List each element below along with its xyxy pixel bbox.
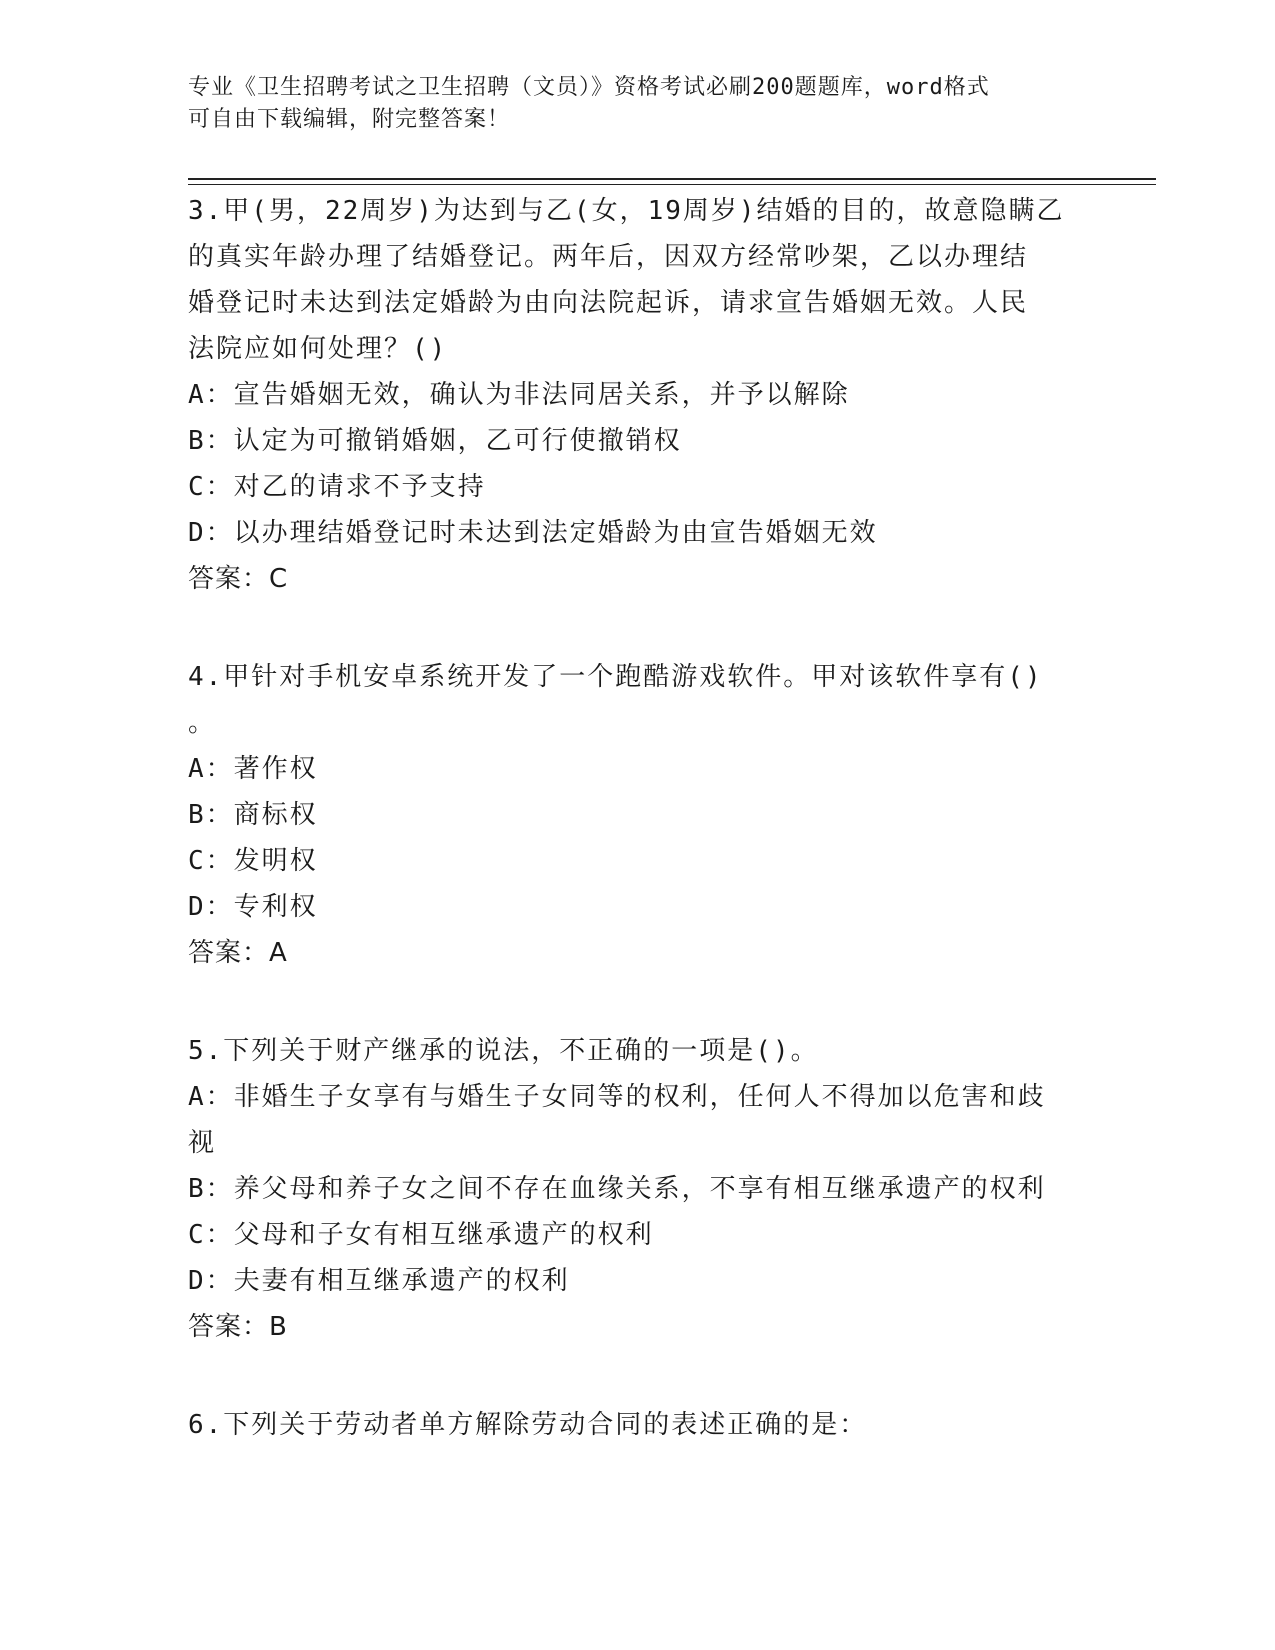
question-text: 6.下列关于劳动者单方解除劳动合同的表述正确的是： [188,1410,868,1440]
option-c: C：发明权 [188,846,318,876]
answer-line: 答案：C [188,564,289,594]
question-spacer [188,976,1088,1028]
document-header [188,72,1068,136]
header-line: 专业《卫生招聘考试之卫生招聘（文员）》资格考试必刷200题题库，word格式 [188,75,990,100]
option-d: D：专利权 [188,892,318,922]
question-6 [188,1402,1088,1448]
header-divider-thick [188,178,1156,180]
option-b: B：养父母和养子女之间不存在血缘关系，不享有相互继承遗产的权利 [188,1174,1046,1204]
question-text: 3.甲(男，22周岁)为达到与乙(女，19周岁)结婚的目的，故意隐瞒乙 [188,196,1065,226]
question-5 [188,1028,1088,1350]
question-text: 。 [188,708,217,738]
option-a: A：著作权 [188,754,318,784]
question-list [188,188,1088,1448]
question-text: 婚登记时未达到法定婚龄为由向法院起诉，请求宣告婚姻无效。人民 [188,288,1029,318]
option-a: A：宣告婚姻无效，确认为非法同居关系，并予以解除 [188,380,850,410]
option-d: D：以办理结婚登记时未达到法定婚龄为由宣告婚姻无效 [188,518,878,548]
question-text: 的真实年龄办理了结婚登记。两年后，因双方经常吵架，乙以办理结 [188,242,1029,272]
option-a-continued: 视 [188,1128,217,1158]
question-text: 5.下列关于财产继承的说法，不正确的一项是()。 [188,1036,819,1066]
question-4 [188,654,1088,976]
question-text: 法院应如何处理？() [188,334,448,364]
answer-line: 答案：B [188,1312,288,1342]
question-spacer [188,602,1088,654]
header-line: 可自由下载编辑，附完整答案！ [188,107,511,132]
question-spacer [188,1350,1088,1402]
option-b: B：认定为可撤销婚姻，乙可行使撤销权 [188,426,682,456]
option-c: C：对乙的请求不予支持 [188,472,486,502]
option-a: A：非婚生子女享有与婚生子女同等的权利，任何人不得加以危害和歧 [188,1082,1046,1112]
option-b: B：商标权 [188,800,318,830]
option-c: C：父母和子女有相互继承遗产的权利 [188,1220,654,1250]
answer-line: 答案：A [188,938,288,968]
option-d: D：夫妻有相互继承遗产的权利 [188,1266,570,1296]
question-text: 4.甲针对手机安卓系统开发了一个跑酷游戏软件。甲对该软件享有() [188,662,1043,692]
header-divider-thin [188,184,1156,185]
question-3 [188,188,1088,602]
